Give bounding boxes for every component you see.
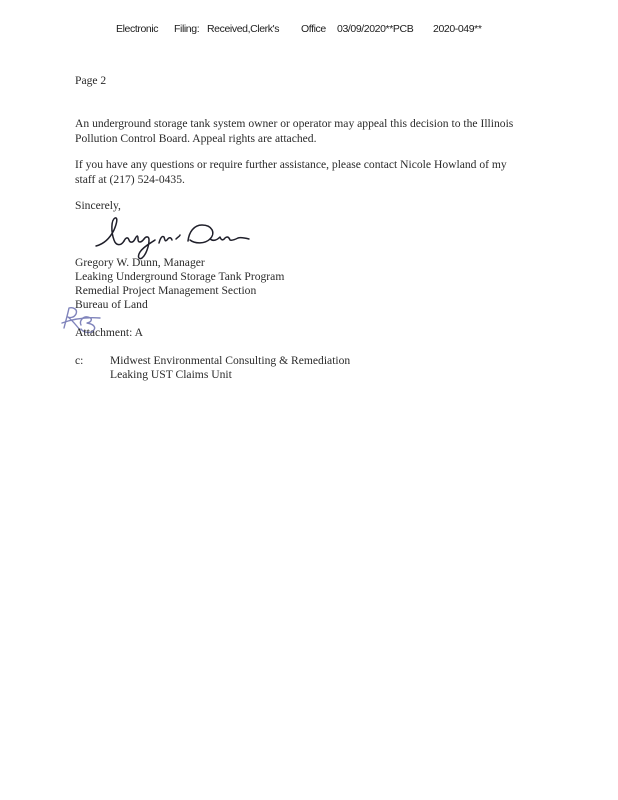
stamp-received: Received,Clerk's	[207, 23, 280, 35]
cc-label: c:	[75, 354, 84, 367]
filing-stamp	[0, 23, 618, 39]
stamp-filing: Filing:	[174, 23, 200, 35]
stamp-date: 03/09/2020**PCB	[337, 23, 414, 35]
closing: Sincerely,	[75, 199, 121, 212]
signer-section: Remedial Project Management Section	[75, 284, 257, 297]
cc-recipient-1: Midwest Environmental Consulting & Remediation	[110, 354, 351, 367]
appeal-paragraph	[75, 116, 545, 146]
stamp-office: Office	[301, 23, 326, 35]
stamp-case: 2020-049**	[433, 23, 482, 35]
stamp-electronic: Electronic	[116, 23, 159, 35]
page-label: Page 2	[75, 74, 107, 87]
questions-line-2: staff at (217) 524-0435.	[75, 173, 185, 186]
appeal-line-2: Pollution Control Board. Appeal rights are attached.	[75, 132, 317, 145]
cc-recipient-2: Leaking UST Claims Unit	[110, 368, 232, 381]
signer-name-title: Gregory W. Dunn, Manager	[75, 256, 205, 269]
appeal-line-1: An underground storage tank system owner or operator may appeal this decision to the Illinois	[75, 117, 514, 130]
signer-program: Leaking Underground Storage Tank Program	[75, 270, 285, 283]
signer-bureau: Bureau of Land	[75, 298, 148, 311]
questions-paragraph	[75, 157, 545, 187]
attachment-line: Attachment: A	[75, 326, 143, 339]
questions-line-1: If you have any questions or require further assistance, please contact Nicole Howland of my	[75, 158, 507, 171]
